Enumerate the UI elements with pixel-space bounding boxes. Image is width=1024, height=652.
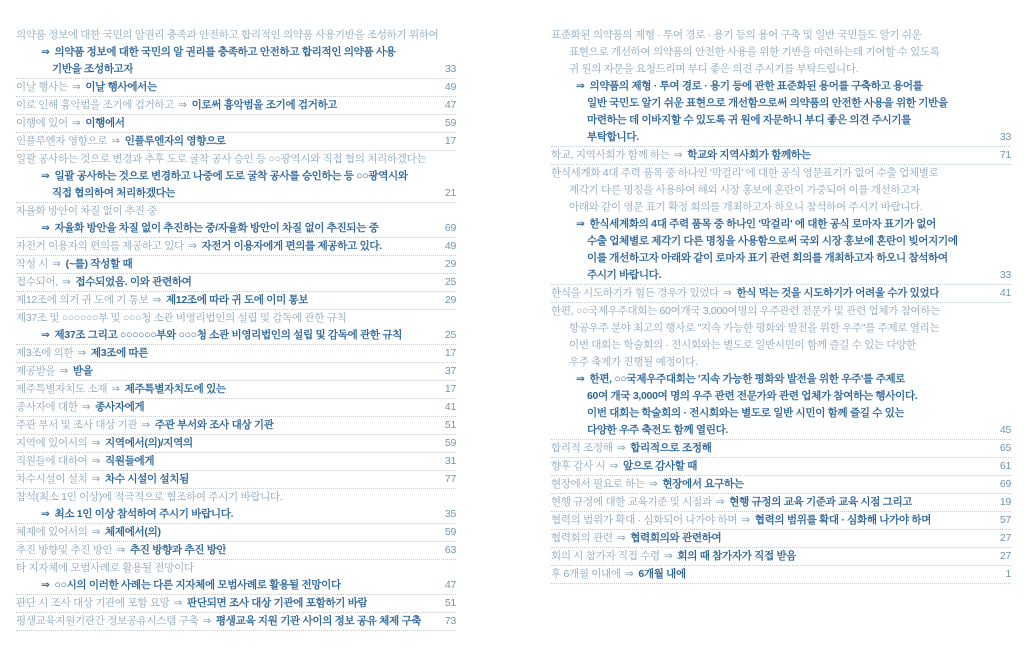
corrected-text: 이로써 흉악범을 조기에 검거하고 [191,99,338,111]
arrow-icon: ⇒ [609,460,618,472]
corrected-text: 주관 부서와 조사 대상 기관 [154,419,274,431]
arrow-icon: ⇒ [59,365,68,377]
entry-line [16,453,456,470]
entry-line [551,388,1011,405]
page-number: 49 [444,81,456,93]
index-entry [16,256,456,274]
left-column [16,27,456,652]
page-number: 47 [444,99,456,111]
arrow-icon: ⇒ [616,532,626,544]
source-text: 자율화 방안이 차질 없이 추진 중 [16,205,158,217]
arrow-icon: ⇒ [187,240,197,252]
corrected-text: 최소 1인 이상 참석하여 주시기 바랍니다. [54,508,234,520]
corrected-text: 6개월 내에 [638,568,686,580]
entry-line [551,303,1011,320]
entry-line [16,168,456,185]
entry-line [551,95,1011,112]
corrected-text: 일반 국민도 알기 쉬운 표현으로 개선함으로써 의약품의 안전한 사용을 위한 기반을 [587,97,948,109]
source-text: 우주 축제가 진행될 예정이다. [569,356,698,368]
entry-line [16,577,456,594]
source-text: 향후 감사 시 [551,460,606,472]
source-text: 이행에 있어 [16,117,68,129]
corrected-text: 협력회의와 관련하여 [630,532,722,544]
source-text: 지역에 있어서의 [16,437,88,449]
corrected-text: 이번 대회는 학술회의 · 전시회와는 별도로 일반 시민이 함께 즐길 수 있는 [587,407,905,419]
index-entry [16,151,456,203]
arrow-icon: ⇒ [173,597,183,609]
entry-line [551,566,1011,583]
index-entry [16,27,456,79]
index-entry [16,203,456,238]
source-text: 협력의 범위가 확대 · 심화되어 나가야 하며 [551,514,738,526]
entry-line [16,560,456,577]
corrected-text: 이를 개선하고자 아래와 같이 로마자 표기 관련 회의를 개최하고자 하오니 참석하여 [587,252,948,264]
entry-line [16,133,456,150]
index-entry [16,345,456,363]
source-text: 접수되어, [16,276,58,288]
source-text: 표준화된 의약품의 제형 · 투여 경로 · 용기 등의 용어 구축 및 일반 국민들도 알기 쉬운 [551,29,922,41]
source-text: 학교, 지역사회가 함께 하는 [551,149,670,161]
entry-line [551,250,1011,267]
index-entry [551,494,1011,512]
entry-line [16,79,456,96]
page-number: 63 [444,544,456,556]
corrected-text: 현행 규정의 교육 기준과 교육 시점 그리고 [729,496,913,508]
corrected-text: 받을 [72,365,93,377]
source-text: 제공받을 [16,365,56,377]
arrow-icon: ⇒ [41,508,50,520]
arrow-icon: ⇒ [616,442,626,454]
page-number: 37 [444,365,456,377]
entry-line [551,61,1011,78]
page-number: 71 [999,149,1011,161]
entry-line [16,363,456,380]
corrected-text: 제37조 그리고 ○○○○○○부와 ○○○청 소관 비영리법인의 설립 및 감독에 관한 규칙 [54,329,403,341]
index-entry [16,471,456,489]
page-number: 33 [999,269,1011,281]
index-entry [551,147,1011,165]
arrow-icon: ⇒ [141,419,150,431]
page-number: 47 [444,579,456,591]
source-text: 제주특별자치도 소재 [16,383,108,395]
source-text: 의약품 정보에 대한 국민의 알권리 충족과 안전하고 합리적인 의약품 사용기반을 조성하기 위하여 [16,29,439,41]
corrected-text: 자율화 방안을 차질 없이 추진하는 중/자율화 방안이 차질 없이 추진되는 중 [54,222,379,234]
entry-line [16,542,456,559]
page-number: 29 [444,258,456,270]
index-entry [551,303,1011,440]
index-entry [16,453,456,471]
arrow-icon: ⇒ [116,544,125,556]
source-text: 한식을 시도하기가 힘든 경우가 있었다 [551,287,719,299]
source-text: 차수시설이 설치 [16,473,88,485]
entry-line [16,489,456,506]
page-number: 35 [444,508,456,520]
page-number: 65 [999,442,1011,454]
entry-line [16,595,456,612]
entry-line [16,44,456,61]
arrow-icon: ⇒ [41,170,50,182]
page-number: 73 [444,615,456,627]
source-text: 현장에서 필요로 하는 [551,478,645,490]
entry-line [16,381,456,398]
entry-line [16,471,456,488]
corrected-text: 학교와 지역사회가 함께하는 [687,149,811,161]
source-text: 주관 부서 및 조사 대상 기관 [16,419,138,431]
entry-line [551,405,1011,422]
source-text: 귀 원의 자문을 요청드리며 부디 좋은 의견 주시기를 부탁드립니다. [569,63,859,75]
index-entry [551,285,1011,303]
entry-line [16,256,456,273]
arrow-icon: ⇒ [673,149,683,161]
entry-line [551,476,1011,493]
arrow-icon: ⇒ [91,455,101,467]
arrow-icon: ⇒ [41,329,50,341]
right-column [551,27,1011,652]
entry-line [16,97,456,114]
arrow-icon: ⇒ [576,373,585,385]
arrow-icon: ⇒ [52,258,61,270]
index-entry [16,399,456,417]
entry-line [16,292,456,309]
source-text: 아래와 같이 영문 표기 확정 회의를 개최하고자 하오니 참석하여 주시기 바랍니다. [569,201,923,213]
arrow-icon: ⇒ [663,550,673,562]
arrow-icon: ⇒ [91,473,101,485]
page-number: 17 [444,135,456,147]
arrow-icon: ⇒ [715,496,725,508]
corrected-text: 종사자에게 [95,401,145,413]
page-number: 33 [999,131,1011,143]
corrected-text: 수출 업체별로 제각기 다른 명칭을 사용함으로써 국외 시장 홍보에 혼란이 빚어지기에 [587,235,958,247]
index-entry [16,133,456,151]
index-entry [16,560,456,595]
corrected-text: 기반을 조성하고자 [52,63,134,75]
entry-line [551,182,1011,199]
index-entry [551,476,1011,494]
entry-line [16,506,456,523]
source-text: 이로 인해 흉악범을 조기에 검거하고 [16,99,175,111]
page-number: 59 [444,117,456,129]
source-text: 평생교육지원기관간 정보공유시스템 구축 [16,615,199,627]
source-text: 인플루엔자 영향으로 [16,135,108,147]
entry-line [16,345,456,362]
entry-line [551,285,1011,302]
arrow-icon: ⇒ [71,81,81,93]
source-text: 참석(최소 1인 이상)에 적극적으로 협조하여 주시기 바랍니다. [16,491,283,503]
page-number: 59 [444,437,456,449]
entry-line [16,310,456,327]
entry-line [16,27,456,44]
arrow-icon: ⇒ [91,526,101,538]
index-entry [16,292,456,310]
index-entry [16,435,456,453]
entry-line [551,422,1011,439]
index-entry [551,440,1011,458]
entry-line [551,267,1011,284]
index-entry [16,115,456,133]
entry-line [16,203,456,220]
index-entry [16,542,456,560]
source-text: 현행 규정에 대한 교육기준 및 시점과 [551,496,712,508]
entry-line [551,458,1011,475]
entry-line [16,399,456,416]
source-text: 표현으로 개선하여 의약품의 안전한 사용을 위한 기반을 마련하는데 기여할 수 있도록 [569,46,940,58]
page-number: 27 [999,532,1011,544]
arrow-icon: ⇒ [111,135,120,147]
index-entry [16,97,456,115]
index-entry [16,613,456,631]
index-entry [16,363,456,381]
arrow-icon: ⇒ [741,514,750,526]
page-number: 21 [444,187,456,199]
index-entry [16,595,456,613]
entry-line [551,530,1011,547]
arrow-icon: ⇒ [71,117,81,129]
source-text: 제3조에 의한 [16,347,74,359]
source-text: 제각기 다른 명칭을 사용하여 해외 시장 홍보에 혼란이 가중되어 이를 개선하고자 [569,184,920,196]
corrected-text: 의약품 정보에 대한 국민의 알 권리를 충족하고 안전하고 합리적인 의약품 사용 [54,46,396,58]
index-entry [551,458,1011,476]
index-entry [16,381,456,399]
entry-line [551,354,1011,371]
arrow-icon: ⇒ [576,80,585,92]
source-text: 제12조에 의거 귀 도에 기 통보 [16,294,149,306]
page-number: 25 [444,329,456,341]
page-number: 61 [999,460,1011,472]
arrow-icon: ⇒ [624,568,634,580]
page-number: 51 [444,597,456,609]
entry-line [551,44,1011,61]
corrected-text: 추진 방향과 추진 방안 [129,544,227,556]
page-number: 59 [444,526,456,538]
page-number: 69 [999,478,1011,490]
page-number: 41 [444,401,456,413]
entry-line [16,435,456,452]
entry-line [551,78,1011,95]
source-text: 작성 시 [16,258,49,270]
corrected-text: 한식 먹는 것을 시도하기가 어려울 수가 있었다 [736,287,940,299]
entry-line [551,494,1011,511]
arrow-icon: ⇒ [648,478,658,490]
page-number: 45 [999,424,1011,436]
entry-line [16,220,456,237]
corrected-text: 접수되었음. 이와 관련하여 [75,276,192,288]
source-text: 제37조 및 ○○○○○○부 및 ○○○청 소관 비영리법인의 설립 및 감독에 관한 규칙 [16,312,347,324]
corrected-text: 이날 행사에서는 [85,81,157,93]
entry-line [551,512,1011,529]
entry-line [16,115,456,132]
source-text: 자전거 이용자의 편의를 제공하고 있다 [16,240,184,252]
corrected-text: 부탁합니다. [587,131,639,143]
arrow-icon: ⇒ [77,347,86,359]
corrected-text: 합리적으로 조정해 [630,442,712,454]
corrected-text: 한식세계화의 4대 주력 품목 중 하나인 '막걸리' 에 대한 공식 로마자 표기가 없어 [589,218,936,230]
arrow-icon: ⇒ [722,287,732,299]
entry-line [551,320,1011,337]
page-number: 33 [444,63,456,75]
source-text: 협력회의 관련 [551,532,613,544]
entry-line [16,613,456,630]
arrow-icon: ⇒ [81,401,91,413]
source-text: 직원들에 대하여 [16,455,88,467]
corrected-text: 직접 협의하여 처리하겠다는 [52,187,176,199]
source-text: 이날 행사는 [16,81,68,93]
entry-line [16,417,456,434]
entry-line [16,524,456,541]
index-entry [551,165,1011,285]
source-text: 이번 대회는 학술회의 · 전시회와는 별도로 일반시민이 함께 즐길 수 있는 다양한 [569,339,916,351]
arrow-icon: ⇒ [202,615,211,627]
arrow-icon: ⇒ [41,579,50,591]
corrected-text: 이행에서 [85,117,125,129]
entry-line [551,199,1011,216]
page-number: 69 [444,222,456,234]
corrected-text: ○○시의 이러한 사례는 다른 지자체에 모범사례로 활용될 전망이다 [54,579,341,591]
index-entry [16,524,456,542]
entry-line [16,238,456,255]
arrow-icon: ⇒ [41,46,50,58]
index-entry [16,79,456,97]
entry-line [551,233,1011,250]
source-text: 판단 시 조사 대상 기관에 포함 요망 [16,597,170,609]
index-entry [16,489,456,524]
arrow-icon: ⇒ [41,222,50,234]
corrected-text: 60여 개국 3,000여 명의 우주 관련 전문가와 관련 업체가 참여하는 행사이다. [587,390,918,402]
source-text: 체제에 있어서의 [16,526,88,538]
source-text: 후 6개월 이내에 [551,568,621,580]
page-number: 57 [999,514,1011,526]
entry-line [551,216,1011,233]
arrow-icon: ⇒ [111,383,120,395]
corrected-text: 한편, ○○국제우주대회는 '지속 가능한 평화와 발전을 위한 우주'를 주제로 [589,373,906,385]
source-text: 한식세계화 4대 주력 품목 중 하나인 '막걸리' 에 대한 공식 영문표기가 없어 수출 업체별로 [551,167,939,179]
entry-line [16,185,456,202]
source-text: 일괄 공사하는 것으로 변경과 추후 도로 굴착 공사 승인 등 ○○광역시와 직접 협의 처리하겠다는 [16,153,427,165]
corrected-text: (~를) 작성할 때 [65,258,133,270]
corrected-text: 회의 때 참가자가 직접 받음 [677,550,797,562]
source-text: 회의 시 참가자 직접 수령 [551,550,660,562]
index-entry [551,530,1011,548]
source-text: 항공우주 분야 최고의 행사로 "지속 가능한 평화와 발전을 위한 우주"를 주제로 열리는 [569,322,940,334]
arrow-icon: ⇒ [576,218,585,230]
page-number: 17 [444,383,456,395]
corrected-text: 제3조에 따른 [90,347,149,359]
corrected-text: 현장에서 요구하는 [662,478,744,490]
corrected-text: 자전거 이용자에게 편의를 제공하고 있다. [201,240,382,252]
entry-line [551,147,1011,164]
corrected-text: 체제에서(의) [105,526,161,538]
index-entry [551,566,1011,584]
corrected-text: 마련하는 데 이바지할 수 있도록 귀 원에 자문하니 부디 좋은 의견 주시기를 [587,114,912,126]
arrow-icon: ⇒ [62,276,71,288]
arrow-icon: ⇒ [91,437,101,449]
page-number: 19 [999,496,1011,508]
corrected-text: 주시기 바랍니다. [587,269,662,281]
index-entry [551,27,1011,147]
corrected-text: 평생교육 지원 기관 사이의 정보 공유 체제 구축 [215,615,422,627]
entry-line [551,129,1011,146]
entry-line [16,61,456,78]
page-number: 25 [444,276,456,288]
page-number: 17 [444,347,456,359]
index-entry [551,512,1011,530]
entry-line [551,165,1011,182]
corrected-text: 일괄 공사하는 것으로 변경하고 나중에 도로 굴착 공사를 승인하는 등 ○○광역시와 [54,170,408,182]
index-entry [16,238,456,256]
arrow-icon: ⇒ [152,294,161,306]
entry-line [16,327,456,344]
page-number: 41 [999,287,1011,299]
source-text: 추진 방향및 추진 방안 [16,544,113,556]
page-number: 49 [444,240,456,252]
source-text: 한편, ○○국제우주대회는 60여개국 3,000여명의 우주관련 전문가 및 관련 업체가 참여하는 [551,305,941,317]
corrected-text: 차수 시설이 설치됨 [105,473,190,485]
corrected-text: 직원들에게 [105,455,155,467]
entry-line [16,151,456,168]
entry-line [551,27,1011,44]
entry-line [551,112,1011,129]
page-number: 1 [1005,568,1011,580]
index-entry [16,417,456,435]
corrected-text: 제주특별자치도에 있는 [124,383,226,395]
page-number: 51 [444,419,456,431]
index-entry [16,310,456,345]
index-entry [551,548,1011,566]
corrected-text: 판단되면 조사 대상 기관에 포함하기 바람 [187,597,368,609]
corrected-text: 의약품의 제형 · 투여 경로 · 용기 등에 관한 표준화된 용어를 구축하고 용어를 [589,80,923,92]
entry-line [551,371,1011,388]
source-text: 타 지자체에 모범사례로 활용될 전망이다 [16,562,194,574]
page-number: 27 [999,550,1011,562]
source-text: 합리적 조정해 [551,442,613,454]
arrow-icon: ⇒ [178,99,187,111]
corrected-text: 앞으로 감사할 때 [622,460,698,472]
corrected-text: 다양한 우주 축전도 함께 열린다. [587,424,729,436]
index-entry [16,274,456,292]
corrected-text: 지역에서(의)/지역의 [105,437,193,449]
entry-line [551,548,1011,565]
entry-line [551,440,1011,457]
source-text: 종사자에 대한 [16,401,78,413]
entry-line [551,337,1011,354]
corrected-text: 협력의 범위를 확대 · 심화해 나가야 하며 [754,514,932,526]
page-number: 77 [444,473,456,485]
page-number: 29 [444,294,456,306]
entry-line [16,274,456,291]
corrected-text: 인플루엔자의 영향으로 [124,135,226,147]
corrected-text: 제12조에 따라 귀 도에 이미 통보 [165,294,309,306]
page-number: 31 [444,455,456,467]
